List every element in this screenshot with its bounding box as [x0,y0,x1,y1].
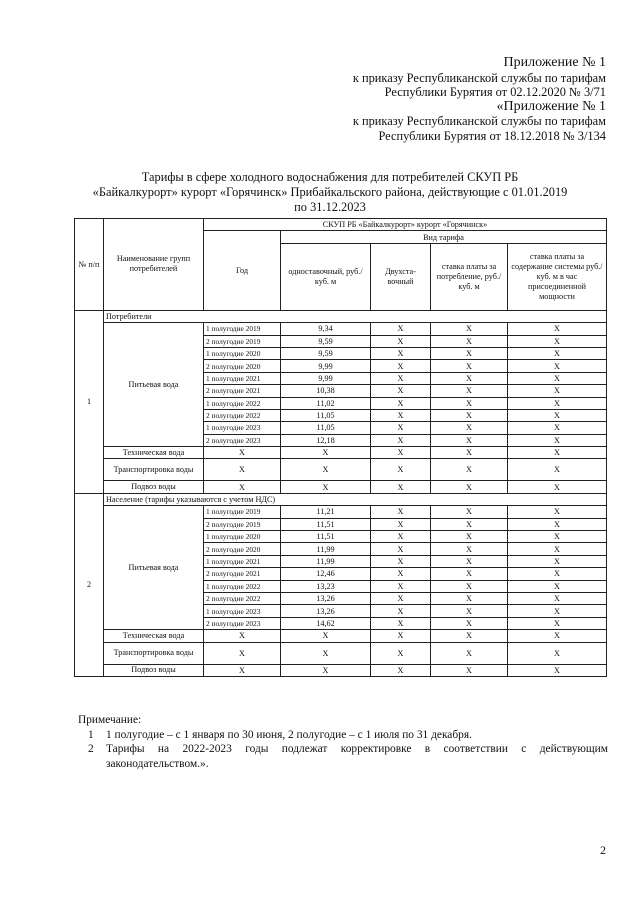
header-num: № п/п [75,219,104,311]
consumption-rate-cell: X [431,642,508,664]
year-cell: X [204,642,281,664]
double-rate-cell: X [371,518,431,530]
consumption-rate-cell: X [431,409,508,421]
header-year: Год [204,231,281,310]
capacity-rate-cell: X [508,447,607,459]
capacity-rate-cell: X [508,642,607,664]
double-rate-cell: X [371,543,431,555]
single-rate-cell: X [281,447,371,459]
capacity-rate-cell: X [508,518,607,530]
group-name: Транспортировка воды [104,459,204,481]
consumption-rate-cell: X [431,555,508,567]
single-rate-cell: X [281,642,371,664]
double-rate-cell: X [371,459,431,481]
period-cell: 1 полугодие 2020 [204,531,281,543]
capacity-rate-cell: X [508,385,607,397]
double-rate-cell: X [371,605,431,617]
double-rate-cell: X [371,630,431,642]
consumption-rate-cell: X [431,543,508,555]
page-number: 2 [600,843,606,857]
consumption-rate-cell: X [431,481,508,493]
table-row [75,481,607,493]
year-cell: X [204,459,281,481]
capacity-rate-cell: X [508,360,607,372]
capacity-rate-cell: X [508,409,607,421]
period-cell: 2 полугодие 2020 [204,543,281,555]
header-group: Наименование групп потребителей [104,219,204,311]
header-capacity-rate: ставка платы за содержание системы руб./куб. м в час присоединенной мощности [508,243,607,310]
single-rate-cell: 11,05 [281,422,371,434]
consumption-rate-cell: X [431,347,508,359]
double-rate-cell: X [371,422,431,434]
single-rate-cell: 12,18 [281,434,371,446]
consumption-rate-cell: X [431,506,508,518]
consumption-rate-cell: X [431,360,508,372]
single-rate-cell: 13,26 [281,592,371,604]
header-double-rate: Двухста-вочный [371,243,431,310]
period-cell: 2 полугодие 2023 [204,434,281,446]
single-rate-cell: 10,38 [281,385,371,397]
note-number: 1 [88,728,94,741]
header-consumption-rate: ставка платы за потребление, руб./ куб. м [431,243,508,310]
period-cell: 1 полугодие 2021 [204,555,281,567]
notes-heading: Примечание: [78,714,142,726]
period-cell: 1 полугодие 2019 [204,506,281,518]
consumption-rate-cell: X [431,630,508,642]
period-cell: 2 полугодие 2020 [204,360,281,372]
consumption-rate-cell: X [431,385,508,397]
table-row [75,447,607,459]
group-name: Техническая вода [104,447,204,459]
title-line-2: «Байкалкурорт» курорт «Горячинск» Прибайкальского района, действующие с 01.01.2019 [92,184,568,199]
capacity-rate-cell: X [508,555,607,567]
single-rate-cell: 9,59 [281,347,371,359]
section-number: 2 [75,493,104,676]
consumption-rate-cell: X [431,531,508,543]
double-rate-cell: X [371,372,431,384]
capacity-rate-cell: X [508,506,607,518]
section-title-row [75,310,607,322]
appendix-title: Приложение № 1 [503,55,606,70]
group-name: Техническая вода [104,630,204,642]
double-rate-cell: X [371,409,431,421]
capacity-rate-cell: X [508,568,607,580]
note-text: 1 полугодие – с 1 января по 30 июня, 2 полугодие – с 1 июля по 31 декабря. [106,728,472,741]
period-cell: 1 полугодие 2020 [204,347,281,359]
consumption-rate-cell: X [431,434,508,446]
capacity-rate-cell: X [508,617,607,629]
consumption-rate-cell: X [431,397,508,409]
single-rate-cell: 11,51 [281,518,371,530]
note-number: 2 [88,743,94,756]
appendix-order-date-2: Республики Бурятия от 18.12.2018 № 3/134 [378,128,606,143]
appendix-title-quoted: «Приложение № 1 [496,98,606,114]
period-cell: 2 полугодие 2021 [204,568,281,580]
capacity-rate-cell: X [508,347,607,359]
consumption-rate-cell: X [431,664,508,676]
consumption-rate-cell: X [431,592,508,604]
consumption-rate-cell: X [431,422,508,434]
table-row [75,506,607,518]
period-cell: 2 полугодие 2022 [204,409,281,421]
single-rate-cell: 14,62 [281,617,371,629]
single-rate-cell: 9,99 [281,360,371,372]
double-rate-cell: X [371,323,431,335]
capacity-rate-cell: X [508,422,607,434]
section-number: 1 [75,310,104,493]
capacity-rate-cell: X [508,397,607,409]
section-title: Население (тарифы указываются с учетом НДС) [104,493,607,505]
double-rate-cell: X [371,592,431,604]
period-cell: 1 полугодие 2023 [204,422,281,434]
double-rate-cell: X [371,335,431,347]
group-name: Транспортировка воды [104,642,204,664]
note-item [78,728,608,743]
double-rate-cell: X [371,434,431,446]
period-cell: 1 полугодие 2021 [204,372,281,384]
section-title: Потребители [104,310,607,322]
double-rate-cell: X [371,664,431,676]
tariff-table [74,218,607,677]
double-rate-cell: X [371,481,431,493]
year-cell: X [204,630,281,642]
capacity-rate-cell: X [508,630,607,642]
appendix-order-line: к приказу Республиканской службы по тарифам [352,70,606,85]
consumption-rate-cell: X [431,568,508,580]
single-rate-cell: X [281,664,371,676]
header-org: СКУП РБ «Байкалкурорт» курорт «Горячинск» [204,219,607,231]
single-rate-cell: 13,26 [281,605,371,617]
table-row [75,323,607,335]
double-rate-cell: X [371,617,431,629]
capacity-rate-cell: X [508,543,607,555]
capacity-rate-cell: X [508,664,607,676]
consumption-rate-cell: X [431,323,508,335]
section-title-row [75,493,607,505]
consumption-rate-cell: X [431,580,508,592]
consumption-rate-cell: X [431,335,508,347]
single-rate-cell: 9,34 [281,323,371,335]
double-rate-cell: X [371,642,431,664]
appendix-header [353,56,606,144]
capacity-rate-cell: X [508,335,607,347]
capacity-rate-cell: X [508,323,607,335]
year-cell: X [204,664,281,676]
header-tariff-kind: Вид тарифа [281,231,607,243]
single-rate-cell: 11,21 [281,506,371,518]
single-rate-cell: 12,46 [281,568,371,580]
period-cell: 2 полугодие 2019 [204,335,281,347]
period-cell: 2 полугодие 2021 [204,385,281,397]
consumption-rate-cell: X [431,372,508,384]
table-row [75,642,607,664]
double-rate-cell: X [371,580,431,592]
double-rate-cell: X [371,555,431,567]
double-rate-cell: X [371,506,431,518]
period-cell: 2 полугодие 2023 [204,617,281,629]
double-rate-cell: X [371,397,431,409]
capacity-rate-cell: X [508,580,607,592]
period-cell: 1 полугодие 2019 [204,323,281,335]
single-rate-cell: 11,99 [281,555,371,567]
consumption-rate-cell: X [431,605,508,617]
consumption-rate-cell: X [431,459,508,481]
appendix-order-line-2: к приказу Республиканской службы по тарифам [352,114,606,129]
capacity-rate-cell: X [508,592,607,604]
title-line-1: Тарифы в сфере холодного водоснабжения для потребителей СКУП РБ [141,170,519,184]
single-rate-cell: 11,51 [281,531,371,543]
group-name: Подвоз воды [104,664,204,676]
double-rate-cell: X [371,360,431,372]
capacity-rate-cell: X [508,459,607,481]
group-name: Питьевая вода [104,323,204,447]
table-header-row [75,219,607,231]
note-text: Тарифы на 2022-2023 годы подлежат корректировке в соответствии с действующим законодательством.». [106,743,608,770]
consumption-rate-cell: X [431,447,508,459]
appendix-order-date: Республики Бурятия от 02.12.2020 № 3/71 [384,85,606,100]
single-rate-cell: 13,23 [281,580,371,592]
year-cell: X [204,447,281,459]
table-row [75,459,607,481]
double-rate-cell: X [371,447,431,459]
period-cell: 1 полугодие 2023 [204,605,281,617]
period-cell: 2 полугодие 2019 [204,518,281,530]
capacity-rate-cell: X [508,531,607,543]
header-single-rate: одноставочный, руб./ куб. м [281,243,371,310]
single-rate-cell: 11,05 [281,409,371,421]
double-rate-cell: X [371,347,431,359]
single-rate-cell: X [281,481,371,493]
capacity-rate-cell: X [508,434,607,446]
double-rate-cell: X [371,531,431,543]
capacity-rate-cell: X [508,481,607,493]
single-rate-cell: 11,02 [281,397,371,409]
period-cell: 2 полугодие 2022 [204,592,281,604]
table-row [75,664,607,676]
table-row [75,630,607,642]
notes-block [78,713,608,771]
capacity-rate-cell: X [508,372,607,384]
single-rate-cell: 11,99 [281,543,371,555]
note-item [78,742,608,771]
period-cell: 1 полугодие 2022 [204,397,281,409]
double-rate-cell: X [371,568,431,580]
single-rate-cell: X [281,459,371,481]
title-line-3: по 31.12.2023 [294,199,366,214]
consumption-rate-cell: X [431,617,508,629]
document-title [60,170,600,214]
capacity-rate-cell: X [508,605,607,617]
group-name: Подвоз воды [104,481,204,493]
double-rate-cell: X [371,385,431,397]
period-cell: 1 полугодие 2022 [204,580,281,592]
consumption-rate-cell: X [431,518,508,530]
single-rate-cell: 9,59 [281,335,371,347]
single-rate-cell: 9,99 [281,372,371,384]
single-rate-cell: X [281,630,371,642]
group-name: Питьевая вода [104,506,204,630]
year-cell: X [204,481,281,493]
